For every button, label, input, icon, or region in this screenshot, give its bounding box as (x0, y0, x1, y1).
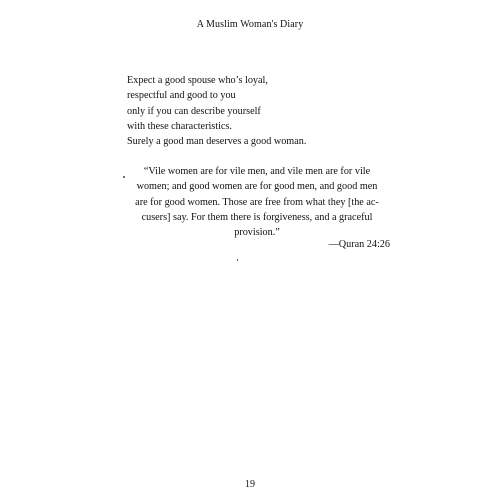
print-speck (237, 259, 238, 261)
quote-attribution: —Quran 24:26 (328, 239, 390, 250)
quote-line: women; and good women are for good men, and good men (136, 181, 378, 193)
page-number: 19 (245, 479, 255, 490)
poem-line: with these characteristics. (127, 120, 232, 132)
poem-line: Surely a good man deserves a good woman. (127, 136, 307, 148)
poem-line: respectful and good to you (127, 90, 236, 102)
quote-line: provision.” (234, 227, 280, 239)
poem-block (127, 73, 427, 149)
poem-line: Expect a good spouse who’s loyal, (127, 75, 268, 86)
quote-line: cusers] say. For them there is forgiveness, and a graceful (141, 211, 373, 223)
print-speck (123, 176, 125, 178)
quote-line: “Vile women are for vile men, and vile men are for vile (143, 166, 371, 177)
quote-line: are for good women. Those are free from what they [the ac- (135, 196, 379, 208)
quran-quote-block (127, 164, 387, 240)
poem-line: only if you can describe yourself (127, 105, 261, 117)
running-head-title: A Muslim Woman's Diary (196, 19, 304, 30)
